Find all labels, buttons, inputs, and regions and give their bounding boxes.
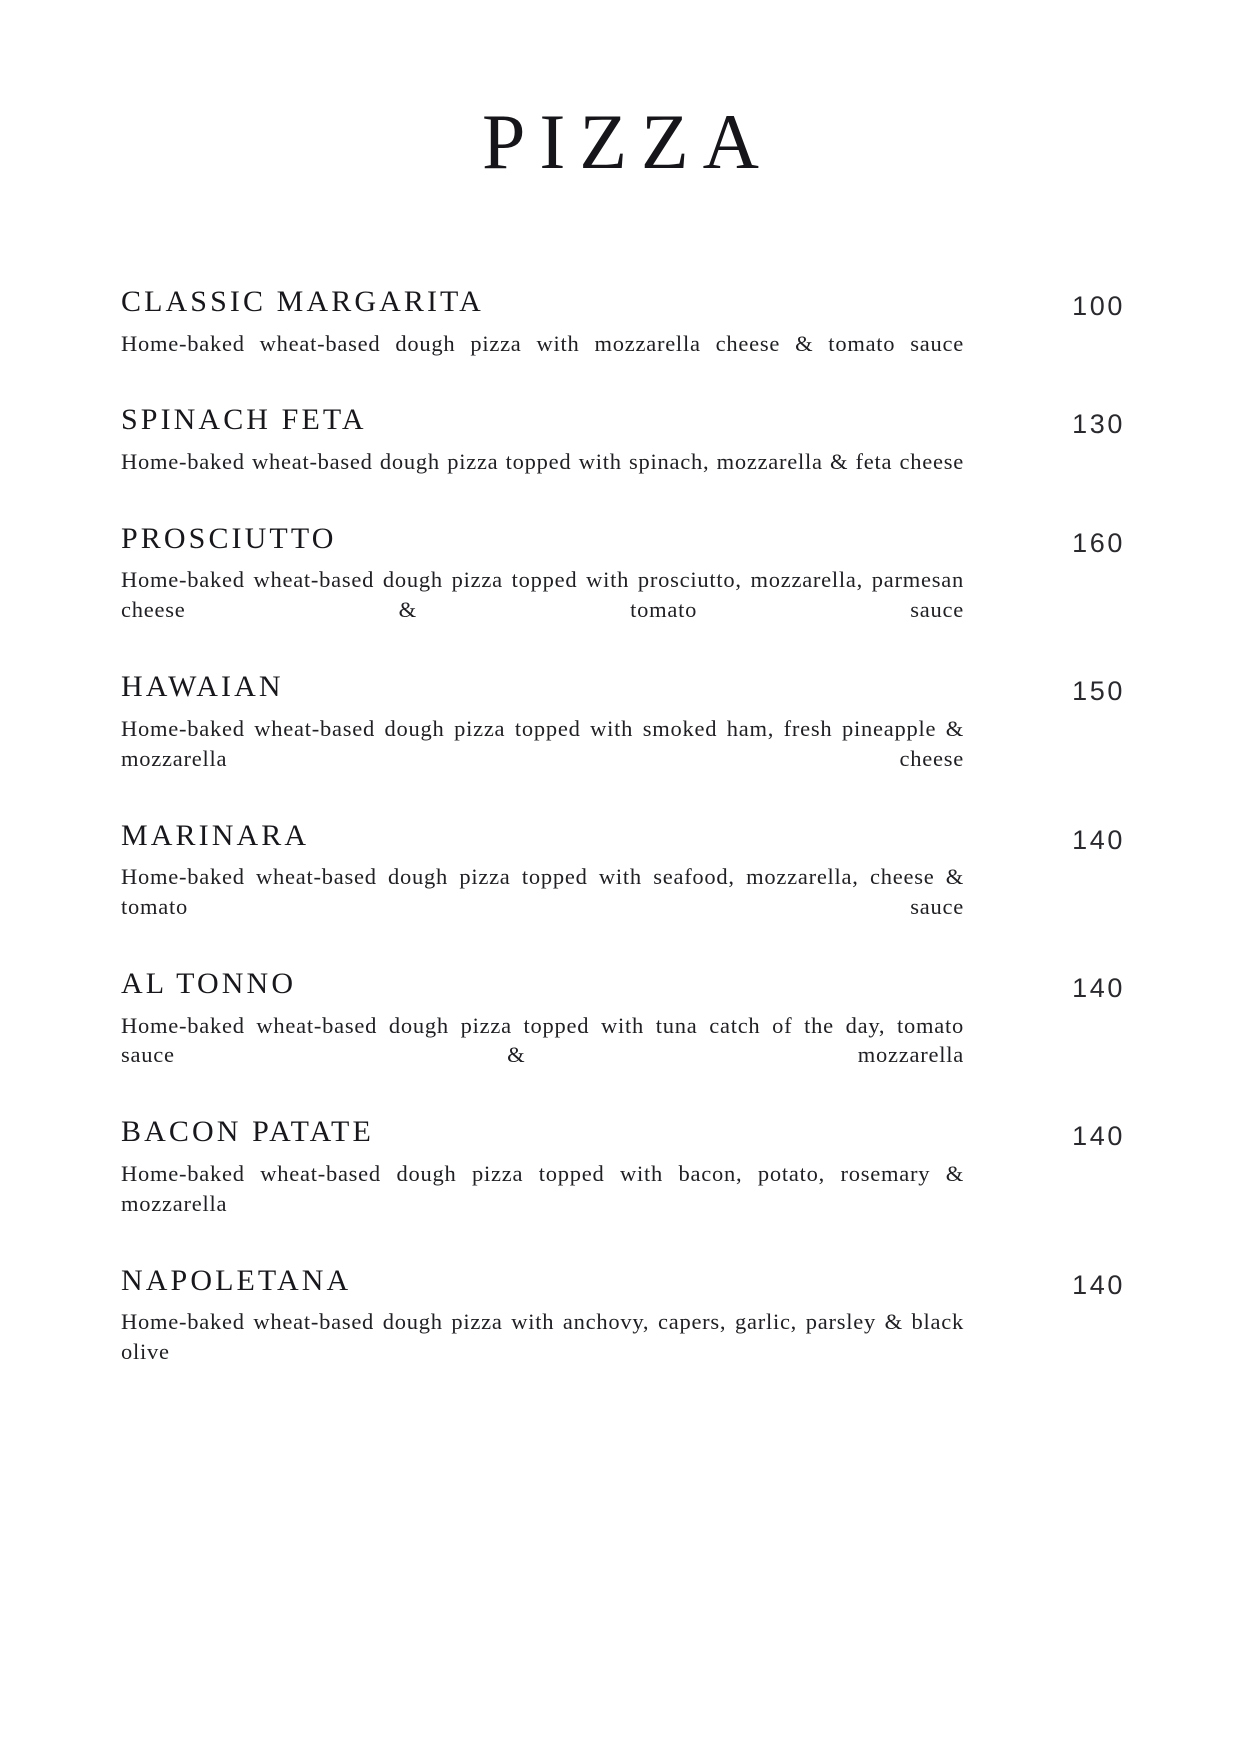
menu-item-name: SPINACH FETA: [121, 403, 367, 437]
menu-item-name: AL TONNO: [121, 966, 297, 1000]
menu-item-price: 160: [1072, 527, 1125, 558]
menu-list: [121, 281, 1125, 1408]
menu-item-header: [121, 666, 1125, 709]
menu-item-name: CLASSIC MARGARITA: [121, 285, 484, 318]
menu-item: [121, 281, 1125, 388]
menu-item: [121, 1260, 1125, 1397]
menu-item-name: HAWAIAN: [121, 670, 284, 704]
menu-item-description: Home-baked wheat-based dough pizza topped with tuna catch of the day, tomato sauce & mozzarella: [121, 1012, 964, 1068]
menu-item-description: Home-baked wheat-based dough pizza with mozzarella cheese & tomato sauce: [121, 330, 964, 356]
menu-item: [121, 518, 1125, 655]
menu-item-description: Home-baked wheat-based dough pizza topped with smoked ham, fresh pineapple & mozzarella cheese: [121, 715, 964, 771]
menu-item-header: [121, 399, 1125, 442]
menu-item-header: [121, 1111, 1125, 1154]
menu-item-price: 150: [1072, 676, 1125, 707]
menu-item: [121, 963, 1125, 1100]
menu-item-header: [121, 815, 1125, 858]
menu-item-name: NAPOLETANA: [121, 1263, 352, 1297]
menu-item-name: BACON PATATE: [121, 1115, 374, 1149]
menu-item-price: 140: [1072, 1269, 1125, 1300]
menu-item: [121, 1111, 1125, 1248]
menu-item-header: [121, 1260, 1125, 1303]
menu-item-description: Home-baked wheat-based dough pizza topped with seafood, mozzarella, cheese & tomato sauce: [121, 864, 964, 920]
menu-item: [121, 815, 1125, 952]
menu-item-name: MARINARA: [121, 818, 310, 852]
menu-item: [121, 399, 1125, 506]
menu-item-header: [121, 281, 1125, 324]
menu-item-header: [121, 518, 1125, 561]
menu-item-description: Home-baked wheat-based dough pizza topped with bacon, potato, rosemary & mozzarella: [121, 1160, 964, 1216]
page-title: PIZZA: [482, 98, 773, 185]
menu-item-price: 140: [1072, 1121, 1125, 1152]
menu-item-price: 100: [1072, 291, 1125, 321]
menu-item-name: PROSCIUTTO: [121, 521, 337, 555]
menu-item-price: 140: [1072, 972, 1125, 1003]
menu-item: [121, 666, 1125, 803]
menu-item-header: [121, 963, 1125, 1006]
menu-item-description: Home-baked wheat-based dough pizza topped with spinach, mozzarella & feta cheese: [121, 449, 964, 475]
menu-item-price: 140: [1072, 824, 1125, 855]
menu-item-description: Home-baked wheat-based dough pizza with anchovy, capers, garlic, parsley & black olive: [121, 1309, 964, 1365]
menu-item-description: Home-baked wheat-based dough pizza topped with prosciutto, mozzarella, parmesan cheese & tomato sauce: [121, 567, 964, 623]
menu-item-price: 130: [1072, 409, 1125, 440]
